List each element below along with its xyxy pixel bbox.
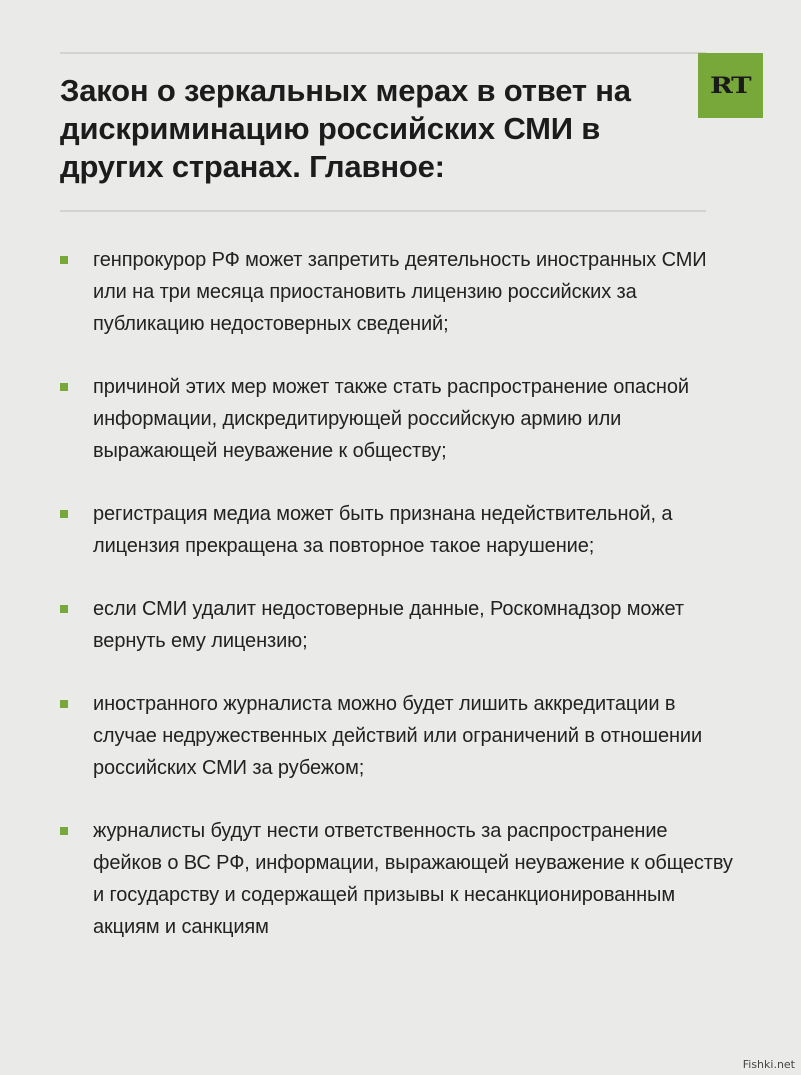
list-item <box>60 371 740 467</box>
square-bullet-icon <box>60 383 68 391</box>
list-item-text: причиной этих мер может также стать распространение опасной информации, дискредитирующей российскую армию или выражающей неуважение к обществу; <box>93 376 689 462</box>
square-bullet-icon <box>60 827 68 835</box>
rt-logo-text: RT <box>710 72 751 99</box>
square-bullet-icon <box>60 605 68 613</box>
list-item-text: регистрация медиа может быть признана недействительной, а лицензия прекращена за повторное такое нарушение; <box>93 503 673 557</box>
top-divider <box>60 52 706 54</box>
list-item <box>60 688 740 784</box>
list-item <box>60 593 740 657</box>
rt-logo <box>698 53 763 118</box>
list-item <box>60 498 740 562</box>
title-divider <box>60 210 706 212</box>
list-item-text: если СМИ удалит недостоверные данные, Роскомнадзор может вернуть ему лицензию; <box>93 598 684 652</box>
page-title: Закон о зеркальных мерах в ответ на дискриминацию российских СМИ в других странах. Главное: <box>60 73 631 184</box>
list-item <box>60 244 740 340</box>
square-bullet-icon <box>60 700 68 708</box>
list-item <box>60 815 740 943</box>
key-points-list <box>60 244 740 974</box>
square-bullet-icon <box>60 256 68 264</box>
square-bullet-icon <box>60 510 68 518</box>
list-item-text: журналисты будут нести ответственность за распространение фейков о ВС РФ, информации, выражающей неуважение к обществу и государству и содержащей призывы к несанкционированным акциям и санкциям <box>93 820 733 938</box>
list-item-text: генпрокурор РФ может запретить деятельность иностранных СМИ или на три месяца приостановить лицензию российских за публикацию недостоверных сведений; <box>93 249 707 335</box>
watermark: Fishki.net <box>742 1058 795 1071</box>
list-item-text: иностранного журналиста можно будет лишить аккредитации в случае недружественных действий или ограничений в отношении российских СМИ за рубежом; <box>93 693 703 779</box>
